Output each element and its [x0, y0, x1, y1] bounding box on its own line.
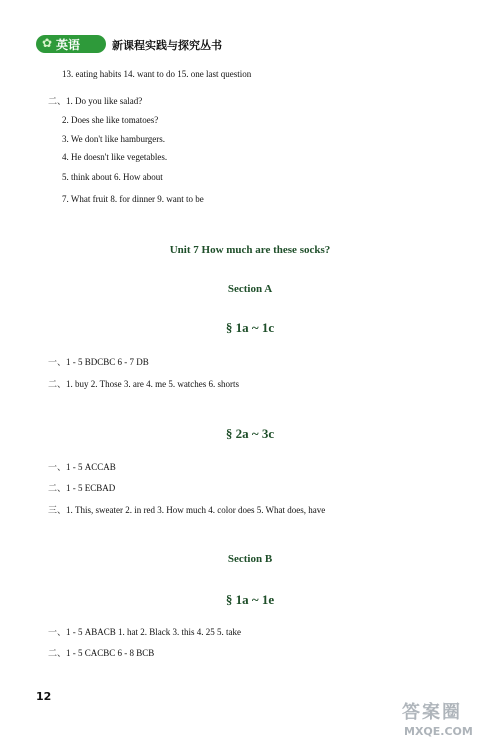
series-title: 新课程实践与探究丛书	[112, 39, 222, 52]
answer-line: 一、1 - 5 ACCAB	[48, 462, 116, 472]
answer-line: 2. Does she like tomatoes?	[62, 115, 159, 125]
answer-line: 三、1. This, sweater 2. in red 3. How much 4. color does 5. What does, have	[48, 505, 326, 515]
watermark-bottom: MXQE.COM	[404, 725, 473, 738]
answer-line: 二、1 - 5 ECBAD	[48, 483, 116, 493]
subject-label: 英语	[56, 38, 81, 52]
answer-line: 二、1. Do you like salad?	[48, 96, 143, 106]
section-b-title: Section B	[227, 553, 273, 565]
answer-line: 一、1 - 5 BDCBC 6 - 7 DB	[48, 357, 149, 367]
answer-line: 5. think about 6. How about	[62, 172, 163, 182]
subsection-title: § 1a ~ 1c	[225, 320, 275, 335]
answer-line: 3. We don't like hamburgers.	[62, 134, 166, 144]
answer-line: 二、1 - 5 CACBC 6 - 8 BCB	[48, 648, 155, 658]
page-header	[36, 35, 266, 55]
answer-line: 7. What fruit 8. for dinner 9. want to be	[62, 194, 204, 204]
answer-line: 13. eating habits 14. want to do 15. one last question	[62, 69, 252, 79]
star-icon: ✿	[42, 36, 53, 50]
section-a-title: Section A	[227, 283, 273, 295]
answer-line: 4. He doesn't like vegetables.	[62, 152, 168, 162]
unit-title: Unit 7 How much are these socks?	[169, 244, 331, 256]
watermark-logo	[398, 698, 494, 742]
subject-badge	[36, 35, 106, 53]
answer-line: 二、1. buy 2. Those 3. are 4. me 5. watches 6. shorts	[48, 379, 240, 389]
answer-line: 一、1 - 5 ABACB 1. hat 2. Black 3. this 4. 25 5. take	[48, 627, 241, 637]
page-number: 12	[36, 690, 52, 703]
subsection-title: § 2a ~ 3c	[225, 426, 275, 441]
watermark-top: 答案圈	[402, 702, 462, 723]
subsection-title: § 1a ~ 1e	[225, 592, 275, 607]
